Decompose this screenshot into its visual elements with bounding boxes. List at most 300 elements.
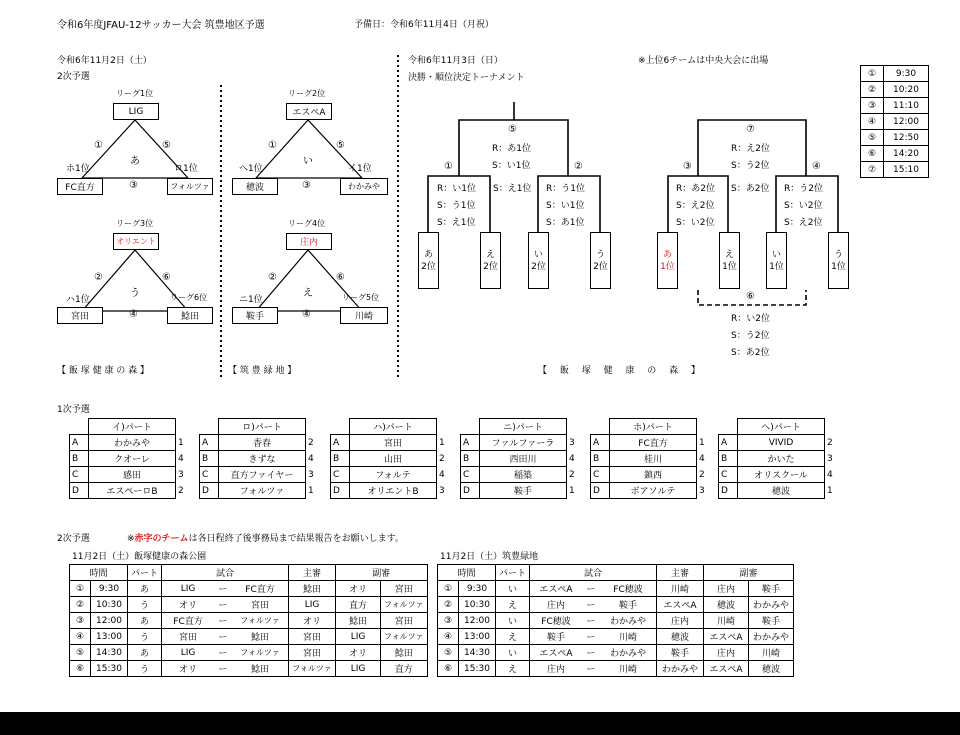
part-row bbox=[719, 435, 838, 451]
part-slot: A bbox=[331, 435, 350, 451]
part-row bbox=[591, 435, 710, 451]
group-i-left-num: ① bbox=[268, 140, 277, 151]
referee: 川崎 bbox=[657, 581, 704, 597]
group-a-left-team: FC直方 bbox=[57, 178, 103, 195]
time-value: 15:10 bbox=[884, 162, 929, 178]
referee: エスペA bbox=[657, 597, 704, 613]
match-num: ② bbox=[70, 597, 91, 613]
b1-top-num: ⑤ bbox=[508, 124, 517, 135]
part-team: 鞍手 bbox=[480, 483, 567, 499]
b2-right-num: ④ bbox=[812, 161, 821, 172]
match-num: ② bbox=[438, 597, 459, 613]
away-team: わかみや bbox=[600, 613, 657, 629]
sub-referee-1: エスペA bbox=[704, 629, 749, 645]
versus: ー bbox=[214, 645, 232, 661]
part-team: 桂川 bbox=[610, 451, 697, 467]
schedule-row bbox=[70, 613, 428, 629]
part-rank: 3 bbox=[827, 453, 833, 464]
part-rank: 4 bbox=[827, 469, 833, 480]
part-team: FC直方 bbox=[610, 435, 697, 451]
group-i-bottom-num: ③ bbox=[302, 180, 311, 191]
bottom-bar bbox=[0, 712, 960, 735]
schedule-row bbox=[438, 613, 794, 629]
part-slot: B bbox=[70, 451, 89, 467]
group-i-center: い bbox=[303, 156, 313, 167]
group-i-left-team: 穂波 bbox=[232, 178, 278, 195]
schedule-row bbox=[70, 597, 428, 613]
b2-bottom-num: ⑥ bbox=[746, 291, 755, 302]
versus: ー bbox=[582, 661, 600, 677]
group-u-right-rank: リーグ6位 bbox=[170, 293, 208, 302]
group-i-right-num: ⑤ bbox=[336, 140, 345, 151]
time-num: ⑥ bbox=[861, 146, 884, 162]
part-row bbox=[331, 451, 450, 467]
versus: ー bbox=[582, 645, 600, 661]
group-a-top-team: LIG bbox=[113, 103, 159, 120]
time-num: ② bbox=[861, 82, 884, 98]
sub-referee-2: わかみや bbox=[749, 629, 794, 645]
versus: ー bbox=[214, 597, 232, 613]
group-u-right-team: 鯰田 bbox=[167, 307, 213, 324]
sub-referee-1: 庄内 bbox=[704, 645, 749, 661]
group-e-left-rank: ニ1位 bbox=[239, 295, 263, 305]
part-team: 鎮西 bbox=[610, 467, 697, 483]
schedule-title-iizuka: 11月2日（土）飯塚健康の森公園 bbox=[72, 552, 207, 562]
part-slot: C bbox=[70, 467, 89, 483]
part-team: VIVID bbox=[738, 435, 825, 451]
part-row bbox=[331, 483, 450, 499]
referee: 宮田 bbox=[289, 629, 336, 645]
referee: 鯰田 bbox=[289, 581, 336, 597]
versus: ー bbox=[582, 629, 600, 645]
versus: ー bbox=[582, 613, 600, 629]
group-u-center: う bbox=[130, 288, 140, 299]
match-part: う bbox=[128, 597, 162, 613]
home-team: エスペA bbox=[530, 581, 583, 597]
sub-referee-2: 宮田 bbox=[381, 613, 428, 629]
home-team: 宮田 bbox=[162, 629, 215, 645]
home-team: オリ bbox=[162, 597, 215, 613]
part-team: 山田 bbox=[350, 451, 437, 467]
home-team: LIG bbox=[162, 581, 215, 597]
match-num: ① bbox=[438, 581, 459, 597]
schedule-row bbox=[438, 645, 794, 661]
part-slot: D bbox=[461, 483, 480, 499]
schedule-row bbox=[438, 661, 794, 677]
part-name: ハ)パート bbox=[350, 419, 437, 435]
part-rank: 3 bbox=[699, 485, 705, 496]
header-part: パート bbox=[128, 565, 162, 581]
b1-team-3: い 2位 bbox=[528, 232, 549, 289]
match-time: 12:00 bbox=[91, 613, 128, 629]
part-team: オリエントB bbox=[350, 483, 437, 499]
header-referee: 主審 bbox=[657, 565, 704, 581]
versus: ー bbox=[214, 581, 232, 597]
part-row bbox=[461, 451, 580, 467]
time-num: ③ bbox=[861, 98, 884, 114]
part-rank: 2 bbox=[699, 469, 705, 480]
part-row bbox=[719, 451, 838, 467]
report-note bbox=[127, 531, 404, 544]
part-team: ファルファーラ bbox=[480, 435, 567, 451]
b2-left-r: R：あ2位 bbox=[676, 184, 715, 194]
match-part: あ bbox=[128, 613, 162, 629]
b2-bottom-s2: S：あ2位 bbox=[731, 348, 770, 358]
time-value: 12:50 bbox=[884, 130, 929, 146]
b1-left-s: S：う1位 bbox=[437, 201, 476, 211]
away-team: 川崎 bbox=[600, 629, 657, 645]
sub-referee-2: 鞍手 bbox=[749, 613, 794, 629]
schedule-row bbox=[438, 629, 794, 645]
report-note-prefix: ※ bbox=[127, 534, 135, 544]
b1-left-s2: S：え1位 bbox=[437, 218, 476, 228]
part-row bbox=[591, 483, 710, 499]
match-num: ① bbox=[70, 581, 91, 597]
b1-mid-label: S：え1位 bbox=[493, 184, 532, 194]
group-u-bottom-num: ④ bbox=[129, 309, 138, 320]
schedule-row bbox=[438, 597, 794, 613]
match-time: 13:00 bbox=[459, 629, 496, 645]
b1-right-r: R：う1位 bbox=[546, 184, 585, 194]
group-a-right-team: フォルツァ bbox=[167, 178, 213, 195]
group-e-right-team: 川崎 bbox=[340, 307, 388, 324]
schedule-row bbox=[70, 645, 428, 661]
time-row bbox=[861, 66, 929, 82]
right-date: 令和6年11月3日（日） bbox=[408, 56, 503, 66]
time-row bbox=[861, 82, 929, 98]
part-slot: A bbox=[70, 435, 89, 451]
match-part: う bbox=[128, 661, 162, 677]
match-part: え bbox=[496, 661, 530, 677]
part-team: 穂波 bbox=[738, 483, 825, 499]
b1-right-num: ② bbox=[574, 161, 583, 172]
match-part: あ bbox=[128, 581, 162, 597]
referee: 鞍手 bbox=[657, 645, 704, 661]
away-team: 鞍手 bbox=[600, 597, 657, 613]
group-u-left-rank: ハ1位 bbox=[66, 295, 90, 305]
part-slot: D bbox=[200, 483, 219, 499]
venue-iizuka-right: 【 飯 塚 健 康 の 森 】 bbox=[538, 366, 706, 376]
sub-referee-1: オリ bbox=[336, 581, 381, 597]
referee: わかみや bbox=[657, 661, 704, 677]
match-part: え bbox=[496, 629, 530, 645]
sub-referee-2: フォルツァ bbox=[381, 629, 428, 645]
part-table bbox=[718, 418, 838, 499]
part-slot: D bbox=[719, 483, 738, 499]
match-part: え bbox=[496, 597, 530, 613]
b2-right-s: S：い2位 bbox=[784, 201, 823, 211]
b2-top-s: S：う2位 bbox=[731, 161, 770, 171]
b2-left-num: ③ bbox=[683, 161, 692, 172]
right-subtitle: 決勝・順位決定トーナメント bbox=[408, 73, 525, 83]
time-num: ⑦ bbox=[861, 162, 884, 178]
away-team: わかみや bbox=[600, 645, 657, 661]
home-team: 鞍手 bbox=[530, 629, 583, 645]
part-row bbox=[461, 467, 580, 483]
referee: LIG bbox=[289, 597, 336, 613]
part-name: ニ)パート bbox=[480, 419, 567, 435]
header-sub-referee: 副審 bbox=[704, 565, 794, 581]
b2-bottom-r: R：い2位 bbox=[731, 314, 770, 324]
part-row bbox=[461, 435, 580, 451]
top6-note: ※上位6チームは中央大会に出場 bbox=[638, 56, 769, 66]
b1-right-s2: S：あ1位 bbox=[546, 218, 585, 228]
referee: 庄内 bbox=[657, 613, 704, 629]
home-team: エスペA bbox=[530, 645, 583, 661]
match-time: 10:30 bbox=[91, 597, 128, 613]
sub-referee-1: LIG bbox=[336, 629, 381, 645]
part-slot: C bbox=[591, 467, 610, 483]
schedule-header bbox=[70, 565, 428, 581]
part-team: 香春 bbox=[219, 435, 306, 451]
part-slot: A bbox=[200, 435, 219, 451]
match-num: ⑤ bbox=[438, 645, 459, 661]
match-time: 9:30 bbox=[459, 581, 496, 597]
sub-referee-1: 直方 bbox=[336, 597, 381, 613]
home-team: 庄内 bbox=[530, 661, 583, 677]
part-name: へ)パート bbox=[738, 419, 825, 435]
b2-top-num: ⑦ bbox=[746, 124, 755, 135]
document-title: 令和6年度JFAU-12サッカー大会 筑豊地区予選 bbox=[57, 20, 265, 31]
part-row bbox=[331, 467, 450, 483]
b1-team-2: え 2位 bbox=[480, 232, 501, 289]
b1-top-s: S：い1位 bbox=[492, 161, 531, 171]
part-team: 宮田 bbox=[350, 435, 437, 451]
home-team: FC直方 bbox=[162, 613, 215, 629]
part-rank: 2 bbox=[308, 437, 314, 448]
versus: ー bbox=[214, 661, 232, 677]
part-slot: C bbox=[719, 467, 738, 483]
header-sub-referee: 副審 bbox=[336, 565, 428, 581]
part-table bbox=[69, 418, 189, 499]
part-row bbox=[70, 435, 189, 451]
part-rank: 2 bbox=[827, 437, 833, 448]
time-num: ① bbox=[861, 66, 884, 82]
match-time: 15:30 bbox=[459, 661, 496, 677]
away-team: フォルツァ bbox=[232, 645, 289, 661]
part-row bbox=[200, 435, 319, 451]
part-team: オリスクール bbox=[738, 467, 825, 483]
match-time: 9:30 bbox=[91, 581, 128, 597]
part-table bbox=[590, 418, 710, 499]
b2-right-r: R：う2位 bbox=[784, 184, 823, 194]
match-time-table bbox=[860, 65, 929, 178]
group-a-bottom-num: ③ bbox=[129, 180, 138, 191]
part-team: 稲築 bbox=[480, 467, 567, 483]
referee: オリ bbox=[289, 613, 336, 629]
part-name: ロ)パート bbox=[219, 419, 306, 435]
part-slot: C bbox=[200, 467, 219, 483]
group-e-left-team: 鞍手 bbox=[232, 307, 278, 324]
part-team: エスペーロB bbox=[89, 483, 176, 499]
schedule-table-chikuho bbox=[437, 564, 794, 677]
b1-team-4: う 2位 bbox=[590, 232, 611, 289]
part-rank: 4 bbox=[308, 453, 314, 464]
part-rank: 4 bbox=[699, 453, 705, 464]
group-e-top-rank: リーグ4位 bbox=[288, 219, 326, 228]
part-table bbox=[460, 418, 580, 499]
b1-left-num: ① bbox=[444, 161, 453, 172]
header-time: 時間 bbox=[438, 565, 496, 581]
time-value: 10:20 bbox=[884, 82, 929, 98]
referee: 宮田 bbox=[289, 645, 336, 661]
part-rank: 2 bbox=[569, 469, 575, 480]
match-time: 15:30 bbox=[91, 661, 128, 677]
b2-team-3: い 1位 bbox=[766, 232, 787, 289]
group-a-right-rank: ロ1位 bbox=[174, 164, 198, 174]
group-i-right-rank: イ1位 bbox=[348, 164, 372, 174]
part-slot: A bbox=[461, 435, 480, 451]
sub-referee-1: エスペA bbox=[704, 661, 749, 677]
home-team: FC穂波 bbox=[530, 613, 583, 629]
header-referee: 主審 bbox=[289, 565, 336, 581]
part-team: ボアソルテ bbox=[610, 483, 697, 499]
b2-team-1: あ 1位 bbox=[657, 232, 678, 289]
part-rank: 2 bbox=[439, 453, 445, 464]
group-i-top-team: エスペA bbox=[286, 103, 332, 120]
match-time: 14:30 bbox=[459, 645, 496, 661]
sub-referee-2: 宮田 bbox=[381, 581, 428, 597]
match-part: い bbox=[496, 645, 530, 661]
sub-referee-2: わかみや bbox=[749, 597, 794, 613]
part-slot: B bbox=[461, 451, 480, 467]
header-match: 試合 bbox=[162, 565, 289, 581]
match-num: ⑥ bbox=[70, 661, 91, 677]
part-slot: C bbox=[331, 467, 350, 483]
group-a-left-num: ① bbox=[94, 140, 103, 151]
schedule-title-chikuho: 11月2日（土）筑豊緑地 bbox=[440, 552, 539, 562]
group-i-left-rank: へ1位 bbox=[239, 164, 263, 174]
versus: ー bbox=[214, 613, 232, 629]
b2-bottom-s: S：う2位 bbox=[731, 331, 770, 341]
part-rank: 2 bbox=[178, 485, 184, 496]
match-time: 12:00 bbox=[459, 613, 496, 629]
part-row bbox=[331, 435, 450, 451]
sub-referee-2: 川崎 bbox=[749, 645, 794, 661]
versus: ー bbox=[582, 597, 600, 613]
part-team: 西田川 bbox=[480, 451, 567, 467]
match-num: ⑥ bbox=[438, 661, 459, 677]
away-team: 鯰田 bbox=[232, 661, 289, 677]
part-team: フォルテ bbox=[350, 467, 437, 483]
sub-referee-1: 庄内 bbox=[704, 581, 749, 597]
match-time: 14:30 bbox=[91, 645, 128, 661]
schedule-row bbox=[70, 581, 428, 597]
part-slot: B bbox=[200, 451, 219, 467]
time-row bbox=[861, 130, 929, 146]
versus: ー bbox=[214, 629, 232, 645]
match-part: い bbox=[496, 613, 530, 629]
part-name: イ)パート bbox=[89, 419, 176, 435]
away-team: 川崎 bbox=[600, 661, 657, 677]
referee: フォルツァ bbox=[289, 661, 336, 677]
b2-team-4: う 1位 bbox=[828, 232, 849, 289]
b2-left-s: S：え2位 bbox=[676, 201, 715, 211]
header-part: パート bbox=[496, 565, 530, 581]
sub-referee-2: 直方 bbox=[381, 661, 428, 677]
report-note-red: 赤字のチーム bbox=[134, 534, 189, 544]
part-rank: 1 bbox=[569, 485, 575, 496]
time-value: 11:10 bbox=[884, 98, 929, 114]
match-num: ④ bbox=[70, 629, 91, 645]
sub-referee-1: オリ bbox=[336, 645, 381, 661]
b1-top-r: R：あ1位 bbox=[492, 144, 531, 154]
time-num: ④ bbox=[861, 114, 884, 130]
part-rank: 4 bbox=[439, 469, 445, 480]
part-team: クオーレ bbox=[89, 451, 176, 467]
sub-referee-1: 鯰田 bbox=[336, 613, 381, 629]
home-team: LIG bbox=[162, 645, 215, 661]
group-e-center: え bbox=[303, 288, 313, 299]
group-i-right-team: わかみや bbox=[340, 178, 388, 195]
group-u-left-team: 宮田 bbox=[57, 307, 103, 324]
part-slot: B bbox=[331, 451, 350, 467]
b1-right-s: S：い1位 bbox=[546, 201, 585, 211]
sub-referee-2: 鞍手 bbox=[749, 581, 794, 597]
part-team: わかみや bbox=[89, 435, 176, 451]
sub-referee-2: フォルツァ bbox=[381, 597, 428, 613]
part-row bbox=[591, 451, 710, 467]
match-part: う bbox=[128, 629, 162, 645]
away-team: フォルツァ bbox=[232, 613, 289, 629]
match-part: あ bbox=[128, 645, 162, 661]
time-value: 9:30 bbox=[884, 66, 929, 82]
versus: ー bbox=[582, 581, 600, 597]
left-round-label: 2次予選 bbox=[57, 72, 90, 82]
b2-right-s2: S：え2位 bbox=[784, 218, 823, 228]
away-team: FC直方 bbox=[232, 581, 289, 597]
part-row bbox=[719, 483, 838, 499]
sub-referee-1: 川崎 bbox=[704, 613, 749, 629]
group-u-top-team: オリエント bbox=[113, 233, 159, 250]
part-rank: 3 bbox=[178, 469, 184, 480]
b2-team-2: え 1位 bbox=[719, 232, 740, 289]
time-row bbox=[861, 114, 929, 130]
referee: 穂波 bbox=[657, 629, 704, 645]
sub-referee-1: 穂波 bbox=[704, 597, 749, 613]
group-u-right-num: ⑥ bbox=[162, 272, 171, 283]
group-e-bottom-num: ④ bbox=[302, 309, 311, 320]
part-table bbox=[199, 418, 319, 499]
sub-referee-2: 穂波 bbox=[749, 661, 794, 677]
schedule-row bbox=[70, 629, 428, 645]
part-team: フォルツァ bbox=[219, 483, 306, 499]
second-round-label: 2次予選 bbox=[57, 534, 90, 544]
time-value: 12:00 bbox=[884, 114, 929, 130]
part-row bbox=[70, 483, 189, 499]
schedule-header bbox=[438, 565, 794, 581]
group-e-right-rank: リーグ5位 bbox=[342, 293, 380, 302]
part-team: 直方ファイヤー bbox=[219, 467, 306, 483]
group-e-left-num: ② bbox=[268, 272, 277, 283]
group-e-right-num: ⑥ bbox=[336, 272, 345, 283]
part-rank: 1 bbox=[827, 485, 833, 496]
sub-referee-2: 鯰田 bbox=[381, 645, 428, 661]
part-row bbox=[719, 467, 838, 483]
venue-chikuho: 【 筑 豊 緑 地 】 bbox=[228, 366, 297, 376]
match-time: 10:30 bbox=[459, 597, 496, 613]
group-a-top-rank: リーグ1位 bbox=[116, 89, 154, 98]
b2-mid-label: S：あ2位 bbox=[731, 184, 770, 194]
part-team: きずな bbox=[219, 451, 306, 467]
left-date: 令和6年11月2日（土） bbox=[57, 56, 152, 66]
time-row bbox=[861, 146, 929, 162]
match-num: ④ bbox=[438, 629, 459, 645]
reserve-date: 予備日：令和6年11月4日（月祝） bbox=[354, 20, 494, 30]
part-slot: B bbox=[591, 451, 610, 467]
part-team: かいた bbox=[738, 451, 825, 467]
part-rank: 3 bbox=[308, 469, 314, 480]
